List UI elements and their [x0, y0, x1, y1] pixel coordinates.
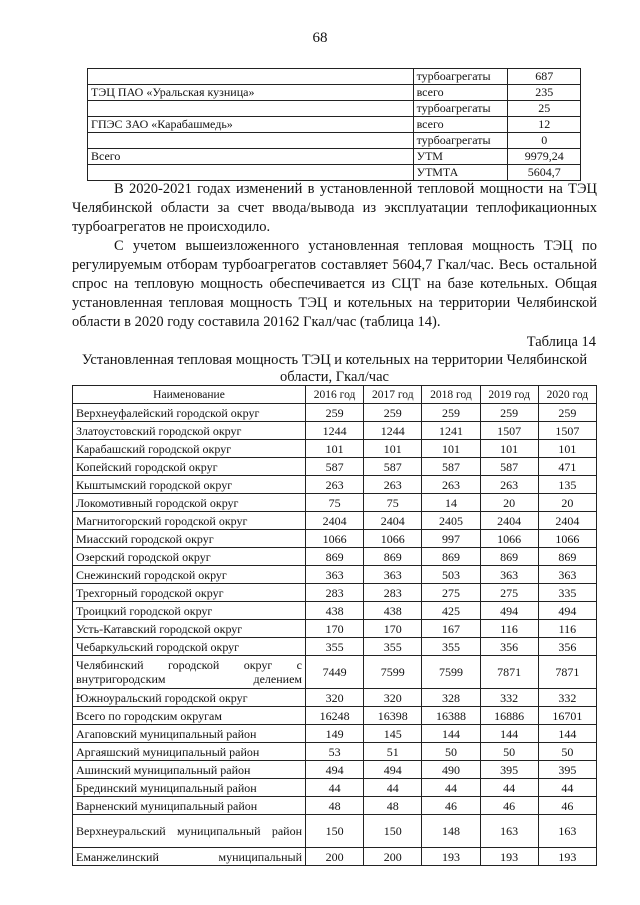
capacity-value-cell: 7871 [480, 656, 538, 689]
table-row [73, 566, 597, 584]
municipality-name-cell: Верхнеуфалейский городской округ [73, 404, 306, 422]
capacity-value-cell: 259 [364, 404, 422, 422]
table-number: Таблица 14 [526, 334, 596, 350]
capacity-value-cell: 50 [538, 743, 596, 761]
capacity-value-cell: 471 [538, 458, 596, 476]
paragraph-capacity-changes: В 2020-2021 годах изменений в установленной тепловой мощности на ТЭЦ Челябинской области за счет ввода/вывода из эксплуатации теплофикационных турбоагрегатов не происходило. [72, 181, 597, 235]
municipality-name-cell: Троицкий городской округ [73, 602, 306, 620]
capacity-value-cell: 356 [480, 638, 538, 656]
table-row [73, 548, 597, 566]
capacity-value-cell: 193 [480, 848, 538, 866]
capacity-value-cell: 53 [306, 743, 364, 761]
capacity-value-cell: 46 [480, 797, 538, 815]
capacity-value-cell: 44 [538, 779, 596, 797]
paragraph-total-capacity: С учетом вышеизложенного установленная тепловая мощность ТЭЦ по регулируемым отборам турбоагрегатов составляет 5604,7 Гкал/час. Весь остальной спрос на тепловую мощность обеспечивается из СЦТ на базе котельных. Общая установленная тепловая мощность ТЭЦ и котельных на территории Челябинской области в 2020 году составила 20162 Гкал/час (таблица 14). [72, 238, 597, 330]
capacity-value-cell: 587 [422, 458, 480, 476]
capacity-value-cell: 503 [422, 566, 480, 584]
capacity-value-cell: 355 [422, 638, 480, 656]
capacity-value-cell: 356 [538, 638, 596, 656]
capacity-value-cell: 1244 [306, 422, 364, 440]
table-row [73, 848, 597, 866]
parameter-cell: турбоагрегаты [413, 101, 508, 117]
municipality-name-cell: Усть-Катавский городской округ [73, 620, 306, 638]
capacity-value-cell: 263 [364, 476, 422, 494]
capacity-value-cell: 44 [480, 779, 538, 797]
value-cell: 0 [508, 133, 581, 149]
capacity-value-cell: 44 [306, 779, 364, 797]
capacity-value-cell: 135 [538, 476, 596, 494]
capacity-value-cell: 200 [306, 848, 364, 866]
table-row [88, 117, 581, 133]
capacity-value-cell: 587 [306, 458, 364, 476]
capacity-value-cell: 494 [364, 761, 422, 779]
table-row [73, 602, 597, 620]
capacity-value-cell: 2405 [422, 512, 480, 530]
municipality-name-cell: Ашинский муниципальный район [73, 761, 306, 779]
plant-name-cell: ТЭЦ ПАО «Уральская кузница» [88, 85, 414, 101]
municipality-name-cell: Южноуральский городской округ [73, 689, 306, 707]
capacity-value-cell: 2404 [538, 512, 596, 530]
capacity-value-cell: 259 [306, 404, 364, 422]
plant-name-cell: Всего [88, 149, 414, 165]
capacity-value-cell: 2404 [480, 512, 538, 530]
municipality-name-cell: Магнитогорский городской округ [73, 512, 306, 530]
table-row [73, 476, 597, 494]
parameter-cell: турбоагрегаты [413, 69, 508, 85]
capacity-value-cell: 355 [306, 638, 364, 656]
capacity-value-cell: 332 [538, 689, 596, 707]
capacity-value-cell: 259 [422, 404, 480, 422]
capacity-value-cell: 149 [306, 725, 364, 743]
capacity-value-cell: 259 [480, 404, 538, 422]
capacity-value-cell: 363 [364, 566, 422, 584]
municipality-name-cell: Трехгорный городской округ [73, 584, 306, 602]
capacity-value-cell: 263 [306, 476, 364, 494]
capacity-value-cell: 16886 [480, 707, 538, 725]
capacity-value-cell: 7599 [364, 656, 422, 689]
capacity-value-cell: 425 [422, 602, 480, 620]
capacity-value-cell: 44 [422, 779, 480, 797]
capacity-value-cell: 1244 [364, 422, 422, 440]
capacity-value-cell: 145 [364, 725, 422, 743]
page-number: 68 [312, 30, 328, 46]
capacity-value-cell: 2404 [364, 512, 422, 530]
capacity-value-cell: 494 [538, 602, 596, 620]
capacity-value-cell: 869 [364, 548, 422, 566]
table-row [73, 797, 597, 815]
capacity-value-cell: 1241 [422, 422, 480, 440]
plant-name-cell [88, 165, 414, 181]
capacity-value-cell: 44 [364, 779, 422, 797]
capacity-value-cell: 7599 [422, 656, 480, 689]
capacity-value-cell: 494 [306, 761, 364, 779]
capacity-value-cell: 355 [364, 638, 422, 656]
capacity-value-cell: 51 [364, 743, 422, 761]
table-row [73, 440, 597, 458]
capacity-value-cell: 170 [364, 620, 422, 638]
table-caption: Установленная тепловая мощность ТЭЦ и котельных на территории Челябинской области, Гкал/час [81, 352, 588, 385]
capacity-value-cell: 75 [364, 494, 422, 512]
table-row [73, 779, 597, 797]
capacity-value-cell: 16248 [306, 707, 364, 725]
plant-name-cell [88, 133, 414, 149]
capacity-value-cell: 75 [306, 494, 364, 512]
capacity-value-cell: 50 [422, 743, 480, 761]
municipality-name-cell: Карабашский городской округ [73, 440, 306, 458]
capacity-value-cell: 167 [422, 620, 480, 638]
capacity-value-cell: 263 [480, 476, 538, 494]
municipality-name-cell: Кыштымский городской округ [73, 476, 306, 494]
capacity-value-cell: 16388 [422, 707, 480, 725]
capacity-value-cell: 193 [538, 848, 596, 866]
table-row [73, 494, 597, 512]
capacity-value-cell: 101 [364, 440, 422, 458]
capacity-value-cell: 1066 [538, 530, 596, 548]
capacity-value-cell: 1066 [364, 530, 422, 548]
capacity-value-cell: 16701 [538, 707, 596, 725]
table-row [73, 530, 597, 548]
capacity-value-cell: 101 [480, 440, 538, 458]
capacity-by-municipality-table [72, 385, 597, 866]
table-row [88, 149, 581, 165]
capacity-value-cell: 16398 [364, 707, 422, 725]
capacity-value-cell: 1507 [480, 422, 538, 440]
table-row [73, 689, 597, 707]
capacity-value-cell: 587 [364, 458, 422, 476]
municipality-name-cell: Еманжелинский муниципальный [73, 848, 306, 866]
capacity-value-cell: 150 [306, 815, 364, 848]
municipality-name-cell: Всего по городским округам [73, 707, 306, 725]
capacity-value-cell: 335 [538, 584, 596, 602]
value-cell: 12 [508, 117, 581, 133]
capacity-value-cell: 869 [480, 548, 538, 566]
capacity-value-cell: 144 [538, 725, 596, 743]
value-cell: 25 [508, 101, 581, 117]
table-row [73, 815, 597, 848]
capacity-value-cell: 332 [480, 689, 538, 707]
capacity-value-cell: 14 [422, 494, 480, 512]
header-year: 2019 год [480, 386, 538, 404]
capacity-value-cell: 150 [364, 815, 422, 848]
table-header-row [73, 386, 597, 404]
capacity-value-cell: 144 [422, 725, 480, 743]
header-name: Наименование [73, 386, 306, 404]
header-year: 2020 год [538, 386, 596, 404]
capacity-value-cell: 320 [306, 689, 364, 707]
municipality-name-cell: Брединский муниципальный район [73, 779, 306, 797]
capacity-value-cell: 283 [364, 584, 422, 602]
capacity-value-cell: 869 [538, 548, 596, 566]
capacity-value-cell: 869 [422, 548, 480, 566]
capacity-value-cell: 363 [306, 566, 364, 584]
capacity-value-cell: 116 [480, 620, 538, 638]
capacity-value-cell: 20 [480, 494, 538, 512]
capacity-value-cell: 20 [538, 494, 596, 512]
capacity-value-cell: 46 [422, 797, 480, 815]
capacity-value-cell: 363 [538, 566, 596, 584]
table-row [73, 458, 597, 476]
municipality-name-cell: Чебаркульский городской округ [73, 638, 306, 656]
parameter-cell: турбоагрегаты [413, 133, 508, 149]
capacity-value-cell: 494 [480, 602, 538, 620]
parameter-cell: всего [413, 117, 508, 133]
capacity-value-cell: 148 [422, 815, 480, 848]
table-row [88, 133, 581, 149]
municipality-name-cell: Аргаяшский муниципальный район [73, 743, 306, 761]
capacity-value-cell: 395 [538, 761, 596, 779]
capacity-value-cell: 328 [422, 689, 480, 707]
capacity-value-cell: 101 [306, 440, 364, 458]
header-year: 2018 год [422, 386, 480, 404]
table-row [73, 422, 597, 440]
capacity-value-cell: 263 [422, 476, 480, 494]
value-cell: 687 [508, 69, 581, 85]
plant-name-cell [88, 101, 414, 117]
table-row [73, 638, 597, 656]
table-row [88, 165, 581, 181]
plant-name-cell: ГПЭС ЗАО «Карабашмедь» [88, 117, 414, 133]
capacity-value-cell: 363 [480, 566, 538, 584]
capacity-value-cell: 869 [306, 548, 364, 566]
capacity-value-cell: 259 [538, 404, 596, 422]
table-row [73, 584, 597, 602]
municipality-name-cell: Агаповский муниципальный район [73, 725, 306, 743]
value-cell: 5604,7 [508, 165, 581, 181]
turbine-capacity-table [87, 68, 581, 181]
capacity-value-cell: 144 [480, 725, 538, 743]
table-row [73, 404, 597, 422]
capacity-value-cell: 163 [480, 815, 538, 848]
table-row [73, 743, 597, 761]
capacity-value-cell: 163 [538, 815, 596, 848]
parameter-cell: УТМТА [413, 165, 508, 181]
capacity-value-cell: 275 [480, 584, 538, 602]
municipality-name-cell: Варненский муниципальный район [73, 797, 306, 815]
value-cell: 9979,24 [508, 149, 581, 165]
capacity-value-cell: 193 [422, 848, 480, 866]
capacity-value-cell: 116 [538, 620, 596, 638]
capacity-value-cell: 438 [364, 602, 422, 620]
parameter-cell: УТМ [413, 149, 508, 165]
table-row [88, 101, 581, 117]
municipality-name-cell: Локомотивный городской округ [73, 494, 306, 512]
capacity-value-cell: 48 [306, 797, 364, 815]
capacity-value-cell: 587 [480, 458, 538, 476]
table-row [73, 707, 597, 725]
capacity-value-cell: 275 [422, 584, 480, 602]
table-row [88, 69, 581, 85]
capacity-value-cell: 46 [538, 797, 596, 815]
municipality-name-cell: Златоустовский городской округ [73, 422, 306, 440]
header-year: 2017 год [364, 386, 422, 404]
table-row [73, 656, 597, 689]
capacity-value-cell: 1066 [480, 530, 538, 548]
capacity-value-cell: 200 [364, 848, 422, 866]
capacity-value-cell: 438 [306, 602, 364, 620]
capacity-value-cell: 7871 [538, 656, 596, 689]
capacity-value-cell: 50 [480, 743, 538, 761]
capacity-value-cell: 1507 [538, 422, 596, 440]
parameter-cell: всего [413, 85, 508, 101]
municipality-name-cell: Верхнеуральский муниципальный район [73, 815, 306, 848]
header-year: 2016 год [306, 386, 364, 404]
value-cell: 235 [508, 85, 581, 101]
table-row [73, 725, 597, 743]
municipality-name-cell: Миасский городской округ [73, 530, 306, 548]
capacity-value-cell: 170 [306, 620, 364, 638]
capacity-value-cell: 320 [364, 689, 422, 707]
capacity-value-cell: 101 [538, 440, 596, 458]
capacity-value-cell: 1066 [306, 530, 364, 548]
table-row [73, 761, 597, 779]
municipality-name-cell: Челябинский городской округ с внутригородским делением [73, 656, 306, 689]
capacity-value-cell: 2404 [306, 512, 364, 530]
capacity-value-cell: 283 [306, 584, 364, 602]
capacity-value-cell: 490 [422, 761, 480, 779]
table-row [73, 620, 597, 638]
municipality-name-cell: Снежинский городской округ [73, 566, 306, 584]
municipality-name-cell: Озерский городской округ [73, 548, 306, 566]
capacity-value-cell: 997 [422, 530, 480, 548]
capacity-value-cell: 48 [364, 797, 422, 815]
table-row [88, 85, 581, 101]
table-row [73, 512, 597, 530]
capacity-value-cell: 101 [422, 440, 480, 458]
plant-name-cell [88, 69, 414, 85]
capacity-value-cell: 395 [480, 761, 538, 779]
capacity-value-cell: 7449 [306, 656, 364, 689]
municipality-name-cell: Копейский городской округ [73, 458, 306, 476]
